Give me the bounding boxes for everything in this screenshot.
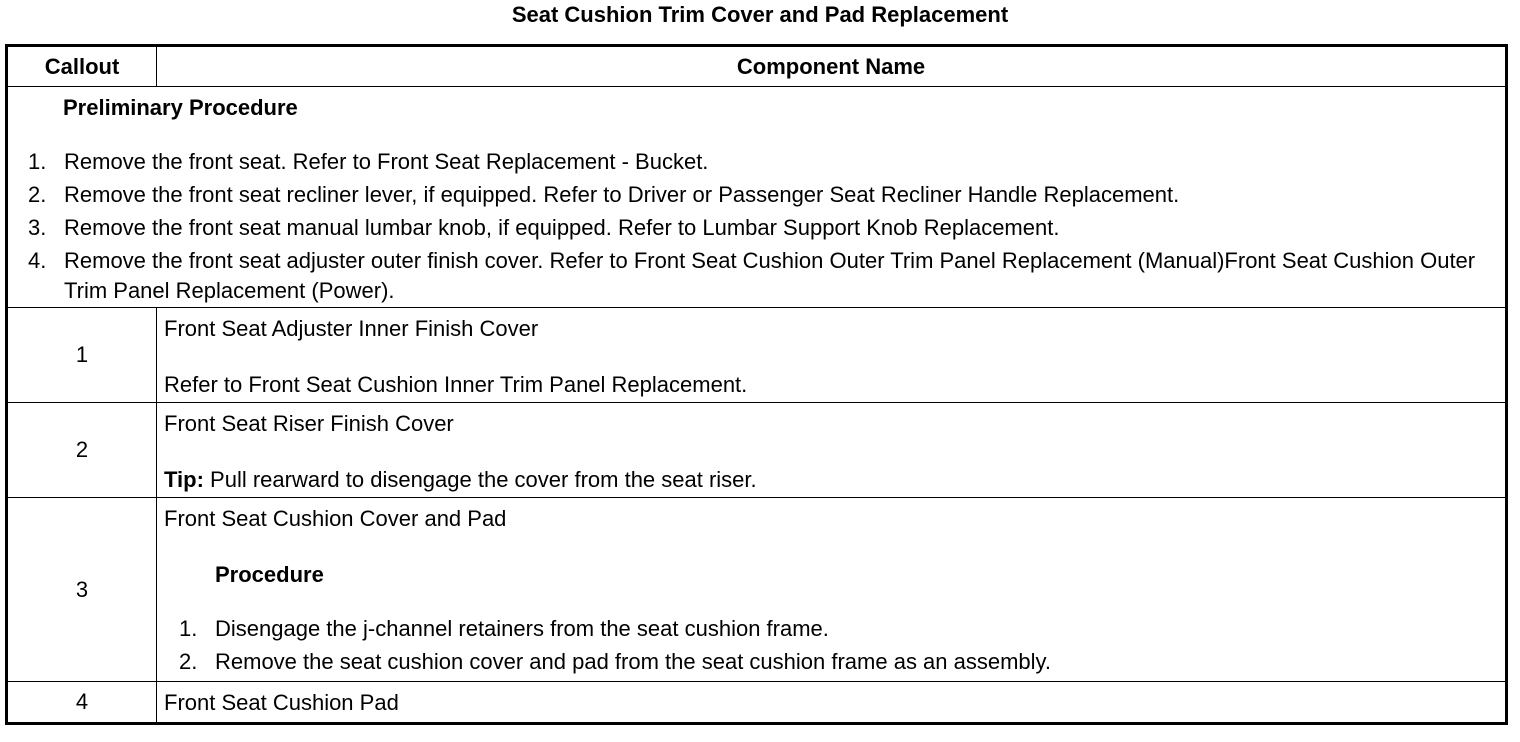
preliminary-steps [28, 147, 1501, 309]
tip-text: Pull rearward to disengage the cover from the seat riser. [203, 467, 757, 492]
table-row [7, 682, 1507, 724]
component-tip [164, 467, 757, 493]
component-name: Front Seat Riser Finish Cover [164, 411, 454, 436]
table-row [7, 403, 1507, 498]
page-title: Seat Cushion Trim Cover and Pad Replacement [511, 2, 1009, 27]
component-name: Front Seat Cushion Cover and Pad [164, 506, 507, 531]
callout-number: 3 [7, 498, 157, 682]
callout-header: Callout [7, 46, 157, 87]
list-item: 2. Remove the seat cushion cover and pad from the seat cushion frame as an assembly. [179, 649, 1052, 674]
list-item: 2. Remove the front seat recliner lever, if equipped. Refer to Driver or Passenger Seat Recliner Handle Replacement. [28, 182, 1180, 207]
procedure-steps [179, 614, 1051, 680]
list-item: 1. Disengage the j-channel retainers from the seat cushion frame. [179, 616, 829, 641]
component-cell [157, 308, 1507, 403]
procedure-table [5, 44, 1508, 725]
preliminary-procedure [7, 87, 1507, 308]
component-cell [157, 498, 1507, 682]
tip-label: Tip: [164, 467, 204, 492]
component-name: Front Seat Adjuster Inner Finish Cover [164, 316, 539, 341]
callout-number: 2 [7, 403, 157, 498]
callout-number: 1 [7, 308, 157, 403]
component-name-header: Component Name [157, 46, 1507, 87]
procedure-heading: Procedure [215, 562, 324, 587]
preliminary-heading: Preliminary Procedure [63, 95, 298, 120]
table-row [7, 308, 1507, 403]
component-name: Front Seat Cushion Pad [164, 690, 399, 715]
component-cell [157, 403, 1507, 498]
component-note: Refer to Front Seat Cushion Inner Trim Panel Replacement. [164, 372, 748, 397]
callout-number: 4 [7, 682, 157, 724]
list-item: 3. Remove the front seat manual lumbar knob, if equipped. Refer to Lumbar Support Knob Replacement. [28, 215, 1060, 240]
header-row [7, 46, 1507, 87]
table-row [7, 498, 1507, 682]
preliminary-row [7, 87, 1507, 308]
list-item: 1. Remove the front seat. Refer to Front Seat Replacement - Bucket. [28, 149, 709, 174]
component-cell [157, 682, 1507, 724]
list-item: 4. Remove the front seat adjuster outer finish cover. Refer to Front Seat Cushion Outer Trim Panel Replacement (Manual)Front Seat Cushion Outer Trim Panel Replacement (Power). [28, 248, 1476, 303]
